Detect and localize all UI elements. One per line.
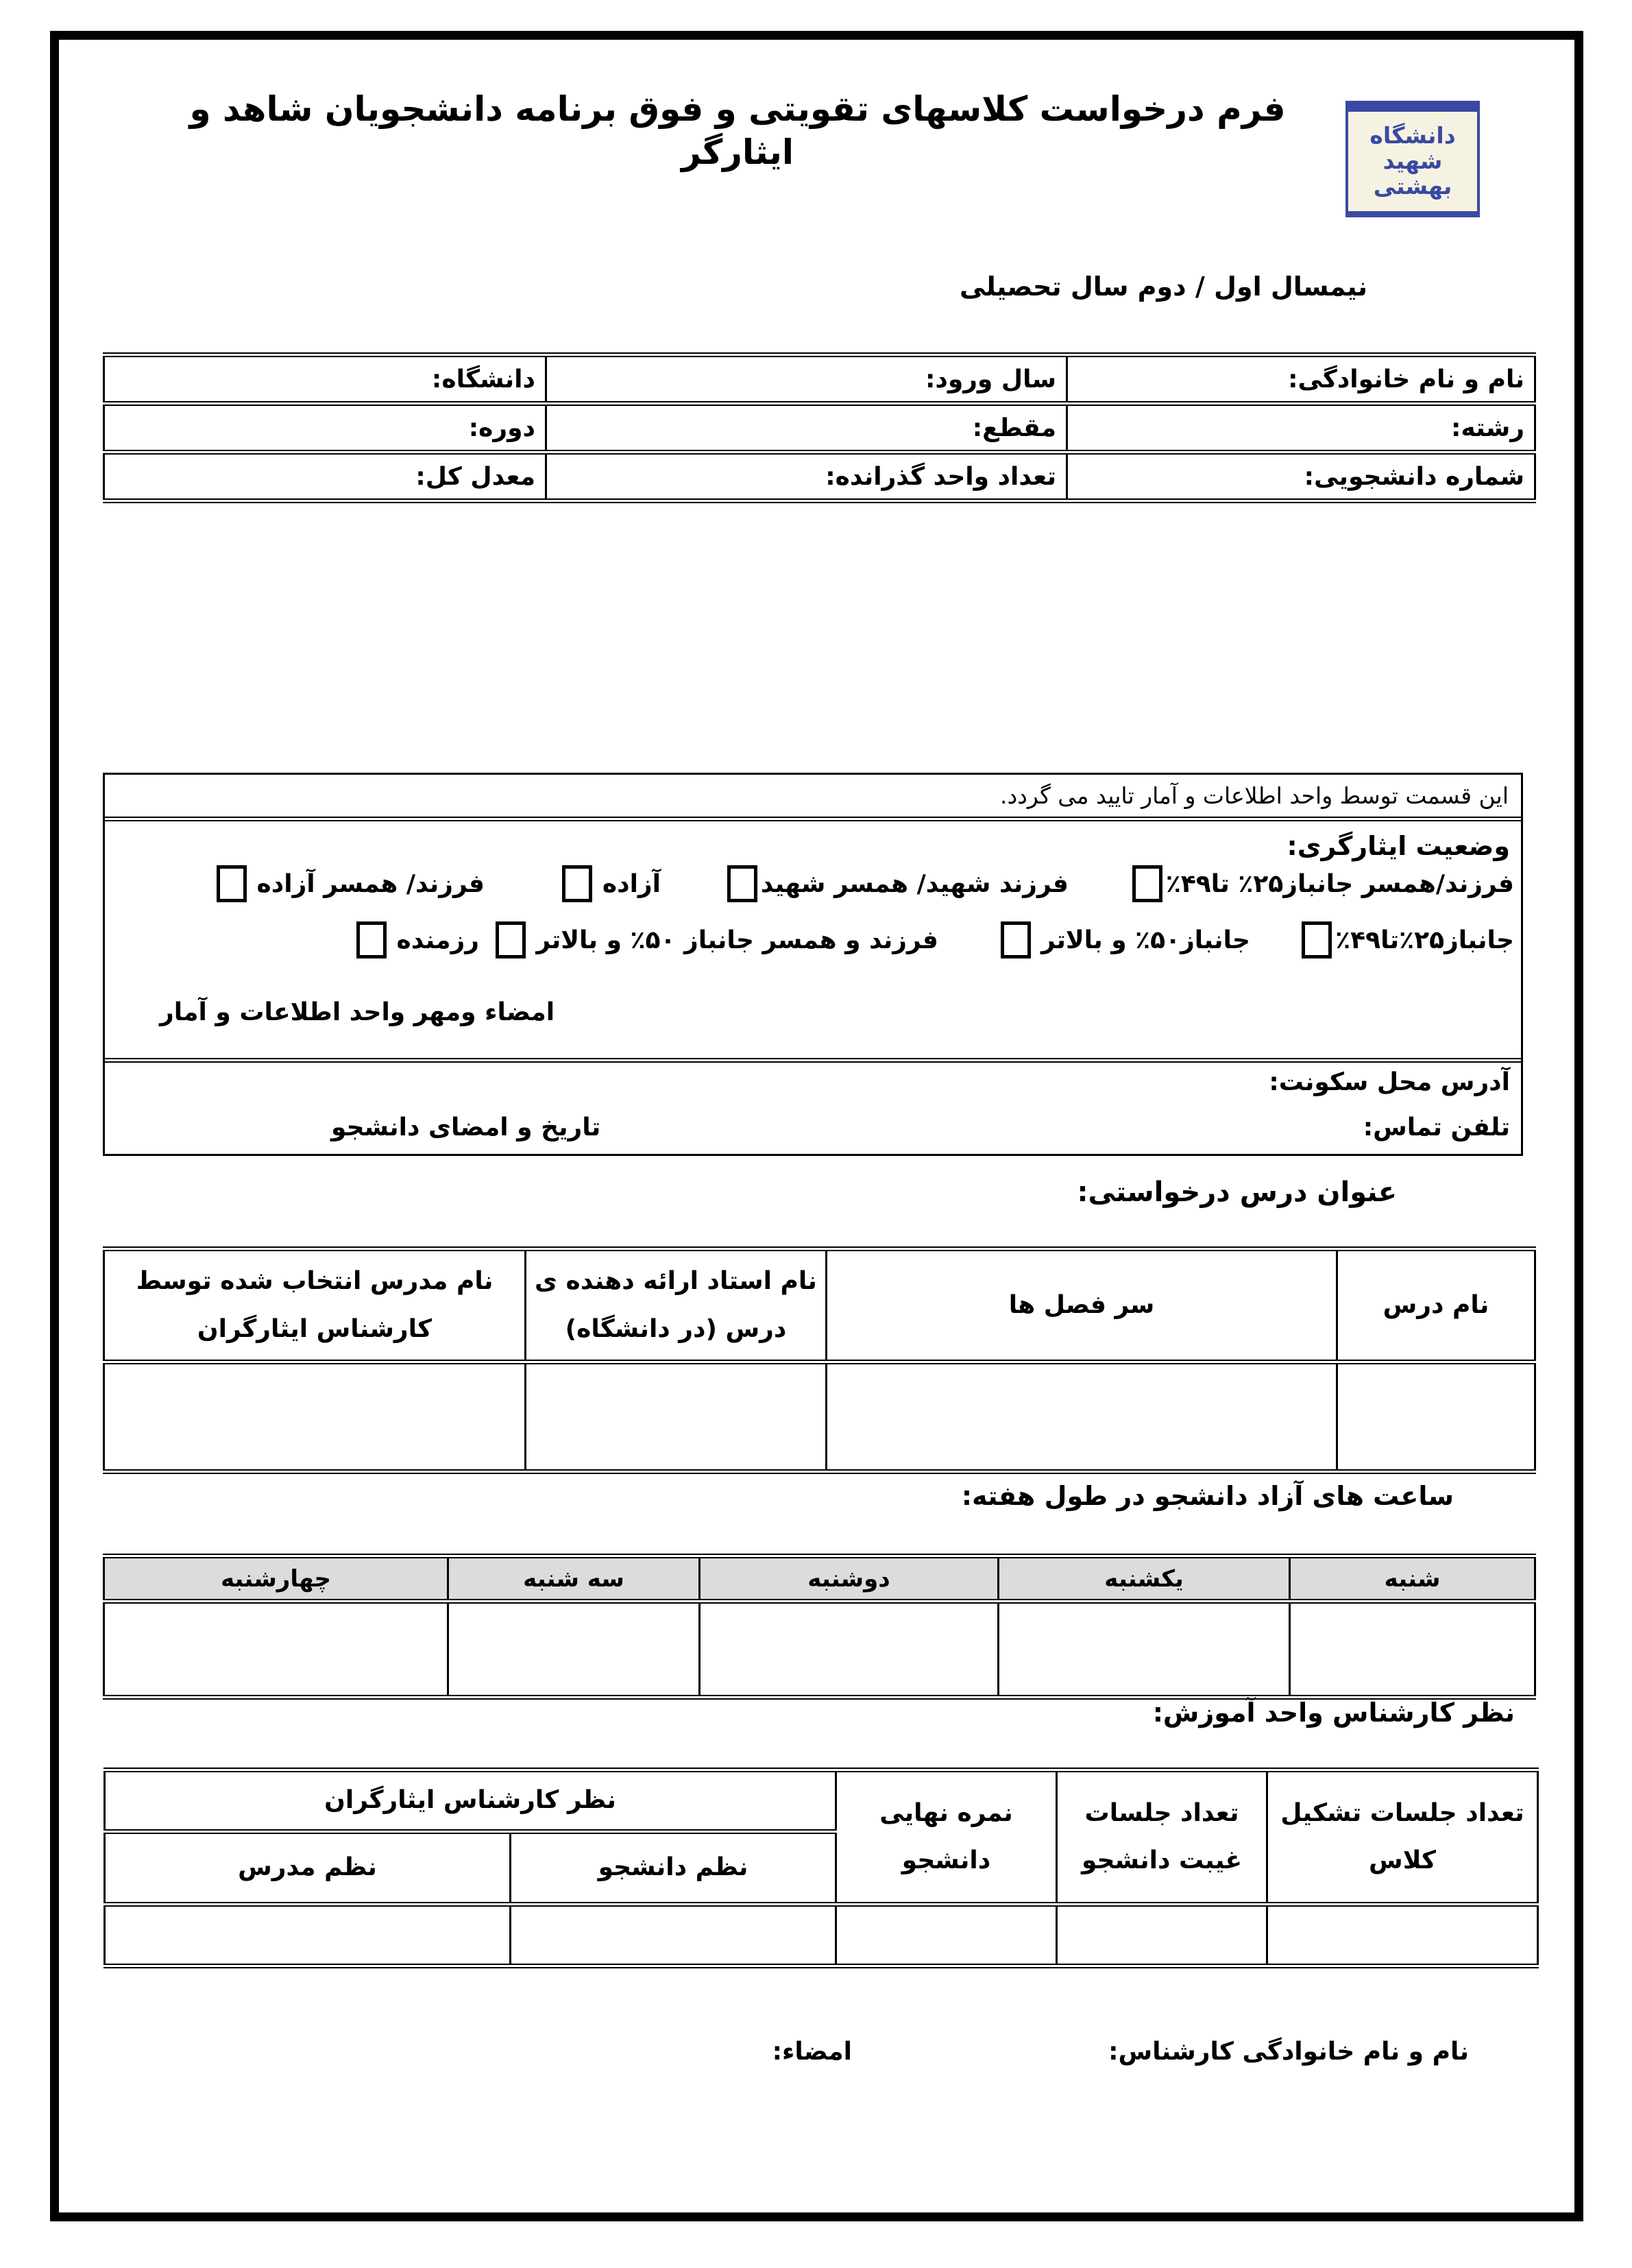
logo-line-1: دانشگاه <box>1369 122 1456 149</box>
col-selected-instructor: نام مدرس انتخاب شده توسط کارشناس ایثارگران <box>104 1249 526 1362</box>
checkbox-label: جانباز۲۵٪تا۴۹٪ <box>1335 926 1514 954</box>
weekly-hours-table <box>103 1554 1536 1700</box>
cell-student-absences[interactable] <box>1057 1905 1267 1966</box>
cell-selected-instructor[interactable] <box>104 1362 526 1472</box>
checkbox[interactable] <box>562 865 592 902</box>
field-program-type[interactable]: دوره: <box>104 404 546 453</box>
phone-label[interactable]: تلفن تماس: <box>1363 1113 1510 1142</box>
course-table-data-row <box>104 1362 1535 1472</box>
checkbox-label: فرزند و همسر جانباز ۵۰٪ و بالاتر <box>536 926 938 954</box>
option-azadeh-child-spouse[interactable] <box>217 865 485 902</box>
checkbox-label: رزمنده <box>396 926 479 954</box>
expert-name-label: نام و نام خانوادگی کارشناس: <box>1108 2038 1469 2066</box>
requested-course-heading: عنوان درس درخواستی: <box>1077 1177 1397 1208</box>
student-signature-label: تاریخ و امضای دانشجو <box>331 1113 601 1142</box>
checkbox[interactable] <box>1001 921 1031 958</box>
cell-wednesday-hours[interactable] <box>104 1602 448 1698</box>
col-sessions-held: تعداد جلسات تشکیل کلاس <box>1267 1770 1538 1905</box>
university-logo <box>1345 101 1480 217</box>
cell-monday-hours[interactable] <box>700 1602 999 1698</box>
col-student-absences: تعداد جلسات غیبت دانشجو <box>1057 1770 1267 1905</box>
checkbox[interactable] <box>217 865 247 902</box>
day-wednesday: چهارشنبه <box>104 1556 448 1602</box>
col-final-grade: نمره نهایی دانشجو <box>836 1770 1057 1905</box>
option-janbaz-50-plus[interactable] <box>1001 921 1250 958</box>
cell-instructor-discipline[interactable] <box>105 1905 511 1966</box>
col-course-name: نام درس <box>1337 1249 1535 1362</box>
table-row <box>104 453 1535 501</box>
cell-saturday-hours[interactable] <box>1290 1602 1535 1698</box>
col-student-discipline: نظم دانشجو <box>511 1832 836 1905</box>
checkbox-label: فرزند/همسر جانباز۲۵٪ تا۴۹٪ <box>1165 869 1514 898</box>
cell-final-grade[interactable] <box>836 1905 1057 1966</box>
option-janbaz-50-plus-child-spouse[interactable] <box>496 921 938 958</box>
field-full-name[interactable]: نام و نام خانوادگی: <box>1067 355 1535 404</box>
address-label[interactable]: آدرس محل سکونت: <box>1269 1068 1510 1096</box>
weekday-data-row <box>104 1602 1535 1698</box>
table-row <box>104 355 1535 404</box>
isargari-status-area <box>105 821 1521 1063</box>
col-topics: سر فصل ها <box>827 1249 1337 1362</box>
statistics-unit-section <box>103 773 1523 1156</box>
day-saturday: شنبه <box>1290 1556 1535 1602</box>
logo-line-2: شهید <box>1383 147 1443 175</box>
cell-course-name[interactable] <box>1337 1362 1535 1472</box>
day-tuesday: سه شنبه <box>448 1556 700 1602</box>
education-expert-heading: نظر کارشناس واحد آموزش: <box>1152 1698 1515 1728</box>
checkbox-label: جانباز۵۰٪ و بالاتر <box>1040 926 1250 954</box>
contact-area <box>105 1063 1521 1158</box>
field-passed-units[interactable]: تعداد واحد گذرانده: <box>546 453 1067 501</box>
review-table <box>103 1768 1539 1968</box>
field-degree-level[interactable]: مقطع: <box>546 404 1067 453</box>
col-isargaran-expert-opinion: نظر کارشناس ایثارگران <box>105 1770 836 1832</box>
option-janbaz-25-49[interactable] <box>1302 921 1514 958</box>
field-entry-year[interactable]: سال ورود: <box>546 355 1067 404</box>
checkbox[interactable] <box>496 921 526 958</box>
free-hours-heading: ساعت های آزاد دانشجو در طول هفته: <box>961 1481 1454 1511</box>
option-azadeh[interactable] <box>562 865 661 902</box>
cell-professor[interactable] <box>526 1362 827 1472</box>
weekday-header-row <box>104 1556 1535 1602</box>
col-professor: نام استاد ارائه دهنده ی درس (در دانشگاه) <box>526 1249 827 1362</box>
cell-sunday-hours[interactable] <box>999 1602 1290 1698</box>
checkbox-label: آزاده <box>602 869 661 898</box>
day-monday: دوشنبه <box>700 1556 999 1602</box>
course-table-header-row <box>104 1249 1535 1362</box>
table-row <box>104 404 1535 453</box>
student-info-table <box>103 352 1536 503</box>
checkbox[interactable] <box>1132 865 1162 902</box>
isargari-status-label: وضعیت ایثارگری: <box>1287 831 1510 861</box>
expert-signature-label: امضاء: <box>772 2038 852 2066</box>
field-gpa[interactable]: معدل کل: <box>104 453 546 501</box>
checkbox-label: فرزند/ همسر آزاده <box>256 869 485 898</box>
checkbox[interactable] <box>356 921 387 958</box>
course-table <box>103 1246 1536 1474</box>
field-university[interactable]: دانشگاه: <box>104 355 546 404</box>
day-sunday: یکشنبه <box>999 1556 1290 1602</box>
checkbox[interactable] <box>727 865 757 902</box>
form-title: فرم درخواست کلاسهای تقویتی و فوق برنامه دانشجویان شاهد و ایثارگر <box>189 89 1286 172</box>
cell-tuesday-hours[interactable] <box>448 1602 700 1698</box>
checkbox-label: فرزند شهید/ همسر شهید <box>760 869 1069 898</box>
review-header-row-1 <box>105 1770 1538 1832</box>
col-instructor-discipline: نظم مدرس <box>105 1832 511 1905</box>
review-data-row <box>105 1905 1538 1966</box>
option-martyr-child-spouse[interactable] <box>727 865 1069 902</box>
statistics-unit-note: این قسمت توسط واحد اطلاعات و آمار تایید می گردد. <box>105 775 1521 821</box>
field-major[interactable]: رشته: <box>1067 404 1535 453</box>
checkbox[interactable] <box>1302 921 1332 958</box>
cell-student-discipline[interactable] <box>511 1905 836 1966</box>
stats-unit-stamp-label: امضاء ومهر واحد اطلاعات و آمار <box>160 998 555 1026</box>
semester-note: نیمسال اول / دوم سال تحصیلی <box>960 272 1367 302</box>
field-student-id[interactable]: شماره دانشجویی: <box>1067 453 1535 501</box>
option-janbaz-child-spouse-25-49[interactable] <box>1132 865 1514 902</box>
cell-topics[interactable] <box>827 1362 1337 1472</box>
logo-line-3: بهشتی <box>1373 172 1452 200</box>
option-razmandeh[interactable] <box>356 921 479 958</box>
cell-sessions-held[interactable] <box>1267 1905 1538 1966</box>
